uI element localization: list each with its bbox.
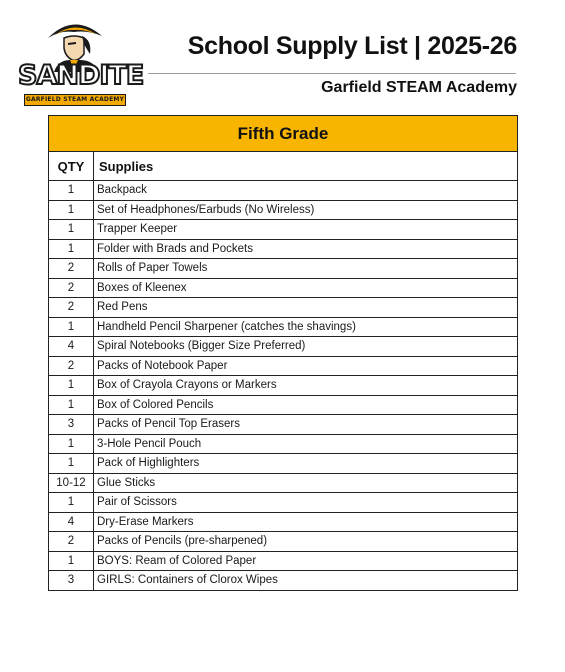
supply-cell: Packs of Pencils (pre-sharpened) bbox=[94, 532, 518, 552]
supply-cell: 3-Hole Pencil Pouch bbox=[94, 434, 518, 454]
supply-cell: Boxes of Kleenex bbox=[94, 278, 518, 298]
qty-cell: 2 bbox=[49, 278, 94, 298]
table-row bbox=[49, 434, 518, 454]
qty-cell: 1 bbox=[49, 200, 94, 220]
grade-header: Fifth Grade bbox=[49, 116, 518, 152]
qty-cell: 1 bbox=[49, 220, 94, 240]
qty-cell: 1 bbox=[49, 454, 94, 474]
qty-cell: 1 bbox=[49, 181, 94, 201]
qty-cell: 1 bbox=[49, 317, 94, 337]
table-row bbox=[49, 571, 518, 591]
qty-cell: 1 bbox=[49, 493, 94, 513]
qty-cell: 1 bbox=[49, 376, 94, 396]
table-row bbox=[49, 220, 518, 240]
supply-cell: Box of Crayola Crayons or Markers bbox=[94, 376, 518, 396]
supply-cell: Packs of Notebook Paper bbox=[94, 356, 518, 376]
qty-cell: 1 bbox=[49, 434, 94, 454]
table-row bbox=[49, 259, 518, 279]
supply-rows bbox=[49, 181, 518, 591]
table-row bbox=[49, 415, 518, 435]
table-row bbox=[49, 376, 518, 396]
table-row bbox=[49, 532, 518, 552]
supply-cell: Trapper Keeper bbox=[94, 220, 518, 240]
qty-cell: 4 bbox=[49, 337, 94, 357]
table-row bbox=[49, 298, 518, 318]
qty-cell: 2 bbox=[49, 259, 94, 279]
supply-cell: Box of Colored Pencils bbox=[94, 395, 518, 415]
table-row bbox=[49, 239, 518, 259]
supply-cell: Pair of Scissors bbox=[94, 493, 518, 513]
qty-cell: 3 bbox=[49, 415, 94, 435]
qty-column-header: QTY bbox=[49, 152, 94, 181]
qty-cell: 1 bbox=[49, 551, 94, 571]
column-header-row bbox=[49, 152, 518, 181]
supply-cell: Spiral Notebooks (Bigger Size Preferred) bbox=[94, 337, 518, 357]
qty-cell: 1 bbox=[49, 239, 94, 259]
supply-cell: Handheld Pencil Sharpener (catches the shavings) bbox=[94, 317, 518, 337]
table-row bbox=[49, 454, 518, 474]
supplies-column-header: Supplies bbox=[94, 152, 518, 181]
table-row bbox=[49, 337, 518, 357]
supply-table bbox=[48, 115, 518, 591]
supply-cell: Glue Sticks bbox=[94, 473, 518, 493]
header-divider bbox=[148, 73, 516, 74]
supply-cell: Dry-Erase Markers bbox=[94, 512, 518, 532]
qty-cell: 3 bbox=[49, 571, 94, 591]
supply-cell: Backpack bbox=[94, 181, 518, 201]
table-row bbox=[49, 512, 518, 532]
table-row bbox=[49, 200, 518, 220]
qty-cell: 2 bbox=[49, 356, 94, 376]
table-row bbox=[49, 181, 518, 201]
supply-cell: BOYS: Ream of Colored Paper bbox=[94, 551, 518, 571]
table-row bbox=[49, 356, 518, 376]
qty-cell: 1 bbox=[49, 395, 94, 415]
supply-cell: Set of Headphones/Earbuds (No Wireless) bbox=[94, 200, 518, 220]
supply-cell: Pack of Highlighters bbox=[94, 454, 518, 474]
qty-cell: 2 bbox=[49, 532, 94, 552]
table-row bbox=[49, 395, 518, 415]
qty-cell: 2 bbox=[49, 298, 94, 318]
table-row bbox=[49, 551, 518, 571]
logo-subtext: GARFIELD STEAM ACADEMY bbox=[24, 94, 126, 106]
page-title: School Supply List | 2025-26 bbox=[187, 32, 517, 60]
supply-cell: Rolls of Paper Towels bbox=[94, 259, 518, 279]
supply-cell: Red Pens bbox=[94, 298, 518, 318]
qty-cell: 10-12 bbox=[49, 473, 94, 493]
qty-cell: 4 bbox=[49, 512, 94, 532]
table-row bbox=[49, 317, 518, 337]
supply-cell: GIRLS: Containers of Clorox Wipes bbox=[94, 571, 518, 591]
sandite-logo bbox=[18, 14, 144, 106]
school-name: Garfield STEAM Academy bbox=[321, 79, 517, 96]
supply-cell: Packs of Pencil Top Erasers bbox=[94, 415, 518, 435]
table-row bbox=[49, 278, 518, 298]
logo-wordmark: SANDITE bbox=[18, 60, 144, 91]
table-row bbox=[49, 473, 518, 493]
table-row bbox=[49, 493, 518, 513]
supply-cell: Folder with Brads and Pockets bbox=[94, 239, 518, 259]
